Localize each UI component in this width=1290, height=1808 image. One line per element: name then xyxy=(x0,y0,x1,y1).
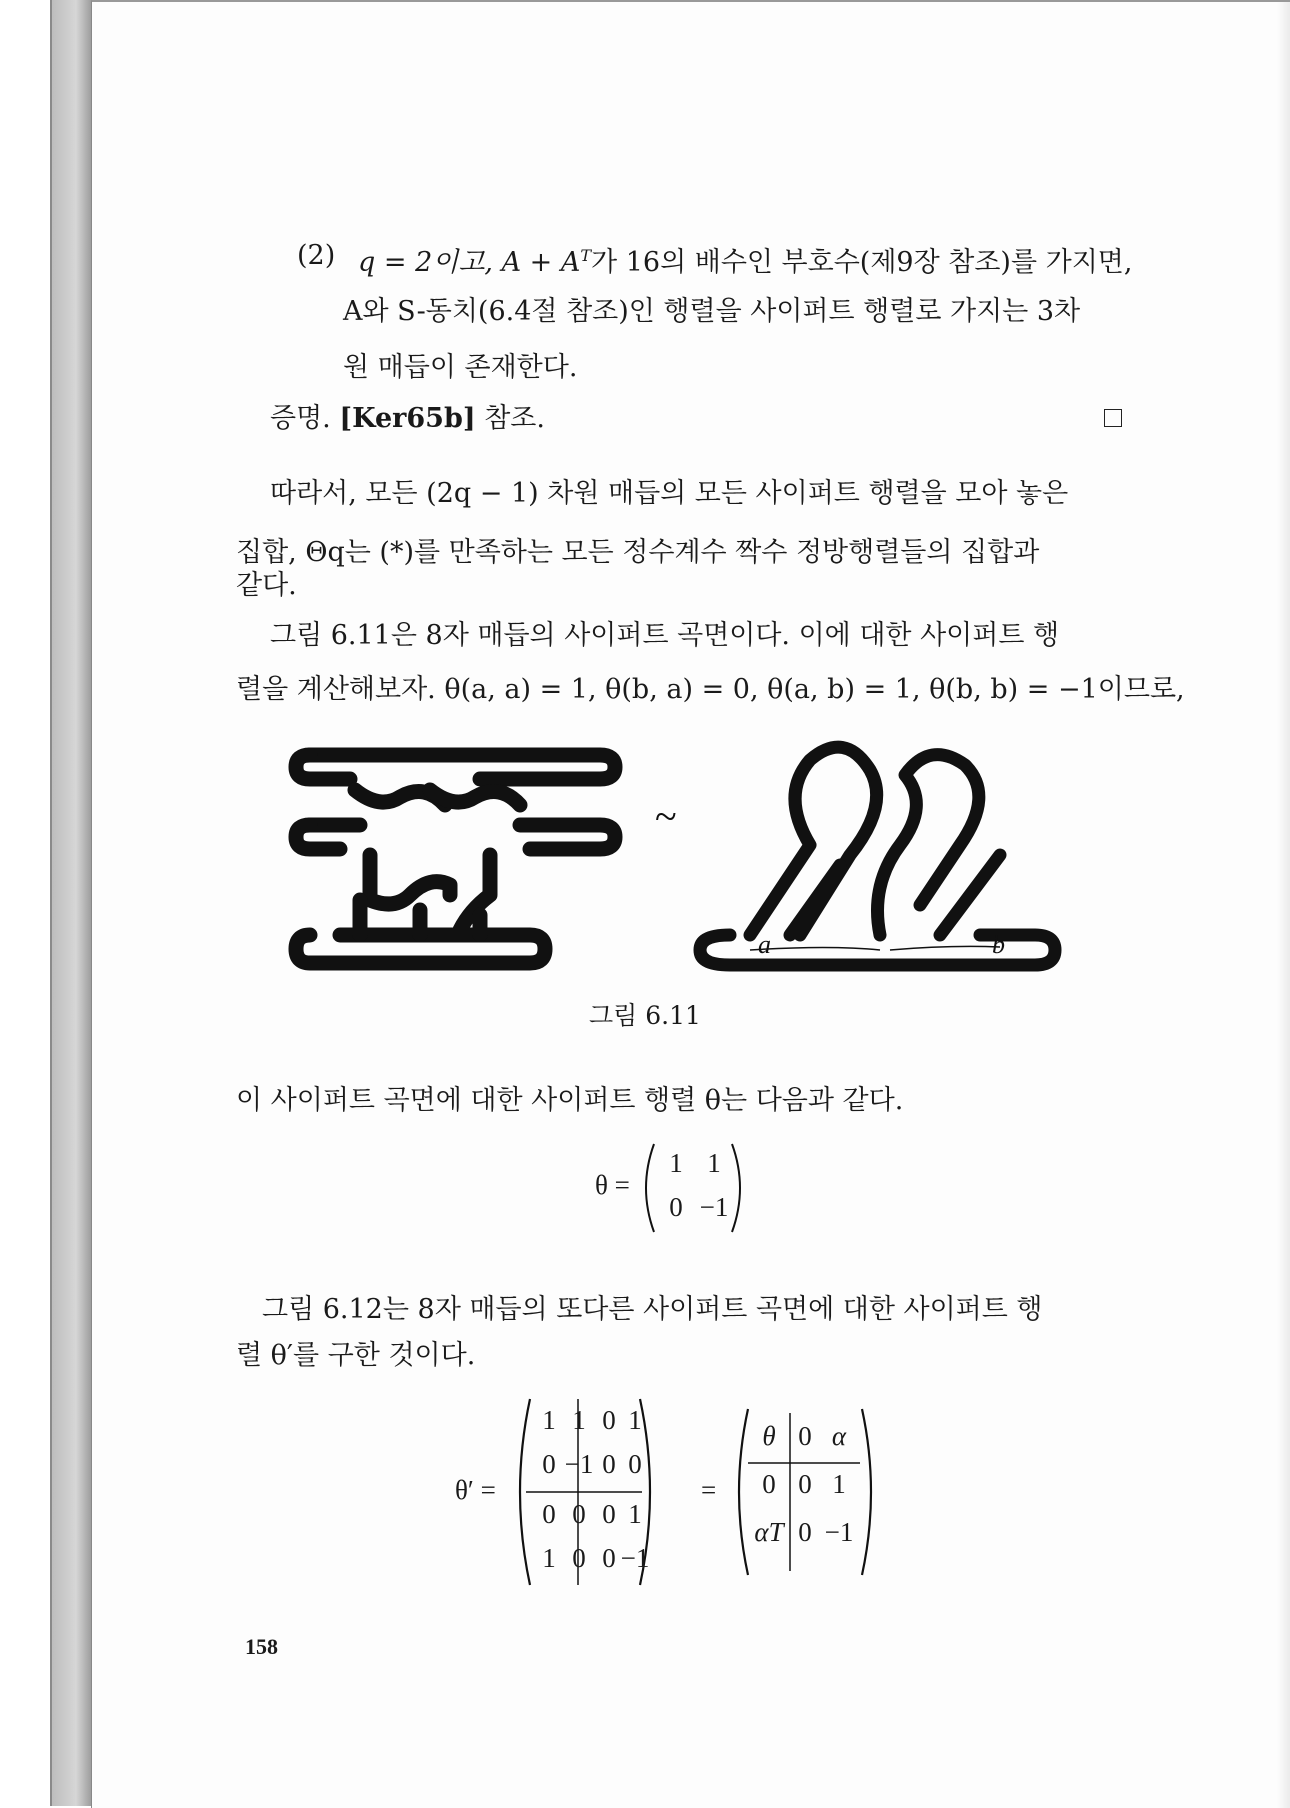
m2-cell: −1 xyxy=(620,1543,650,1573)
label-a: a xyxy=(758,930,771,959)
equivalence-tilde: ~ xyxy=(655,794,677,839)
m2-cell: 1 xyxy=(572,1405,586,1435)
m2-cell: 0 xyxy=(572,1543,586,1573)
para2-line1: 그림 6.11은 8자 매듭의 사이퍼트 곡면이다. 이에 대한 사이퍼트 행 xyxy=(270,620,1060,651)
m2-cell: 1 xyxy=(542,1543,556,1573)
matrix-theta-prime xyxy=(455,1395,885,1590)
m2-cell: 0 xyxy=(628,1449,642,1479)
para4-line2: 렬 θ′를 구한 것이다. xyxy=(236,1340,476,1371)
block-cell: 0 xyxy=(798,1469,812,1499)
m2-cell: −1 xyxy=(564,1449,594,1479)
para4-line1: 그림 6.12는 8자 매듭의 또다른 사이퍼트 곡면에 대한 사이퍼트 행 xyxy=(262,1294,1043,1325)
m1-cell: 1 xyxy=(707,1148,721,1178)
block-cell: 1 xyxy=(832,1469,846,1499)
block-cell: α xyxy=(831,1421,847,1451)
qed-box xyxy=(1104,409,1122,427)
item2-line3: 원 매듭이 존재한다. xyxy=(343,352,578,383)
arrow-paths xyxy=(750,946,1000,950)
m2-cell: 1 xyxy=(628,1499,642,1529)
m2-cell: 0 xyxy=(572,1499,586,1529)
para2-line2: 렬을 계산해보자. θ(a, a) = 1, θ(b, a) = 0, θ(a, b) = 1, θ(b, b) = −1이므로, xyxy=(236,674,1185,705)
matrix1-lhs: θ = xyxy=(595,1170,630,1200)
para3: 이 사이퍼트 곡면에 대한 사이퍼트 행렬 θ는 다음과 같다. xyxy=(236,1085,904,1116)
block-cell: 0 xyxy=(798,1421,812,1451)
para1-line3: 같다. xyxy=(236,570,297,601)
m1-cell: 1 xyxy=(669,1148,683,1178)
para1-line2: 집합, Θq는 (*)를 만족하는 모든 정수계수 짝수 정방행렬들의 집합과 xyxy=(236,537,1040,568)
m2-cell: 0 xyxy=(542,1449,556,1479)
matrix-theta xyxy=(590,1140,750,1236)
m2-cell: 0 xyxy=(542,1499,556,1529)
ribbon-surface-left xyxy=(296,755,615,963)
block-cell: 0 xyxy=(762,1469,776,1499)
block-cell: αT xyxy=(754,1517,784,1547)
page-number: 158 xyxy=(245,1634,278,1659)
book-spine xyxy=(52,0,92,1806)
m1-cell: −1 xyxy=(699,1192,729,1222)
para1-line1: 따라서, 모든 (2q − 1) 차원 매듭의 모든 사이퍼트 행렬을 모아 놓은 xyxy=(270,478,1069,509)
proof-line: 증명. [Ker65b] 참조. xyxy=(270,403,545,434)
figure-6-11 xyxy=(280,735,1080,975)
matrix2-lhs: θ′ = xyxy=(455,1475,496,1505)
m2-cell: 0 xyxy=(602,1449,616,1479)
figure-caption: 그림 6.11 xyxy=(589,1001,701,1030)
m2-cell: 1 xyxy=(628,1405,642,1435)
m2-cell: 0 xyxy=(602,1543,616,1573)
m1-cell: 0 xyxy=(669,1192,683,1222)
item2-line1: q = 2이고, $A + A^T$가 16의 배수인 부호수(제9장 참조)를 가지면, xyxy=(358,246,1133,278)
label-b: b xyxy=(992,930,1005,959)
block-cell: θ xyxy=(762,1421,776,1451)
block-cell: −1 xyxy=(824,1517,854,1547)
m2-cell: 1 xyxy=(542,1405,556,1435)
block-cell: 0 xyxy=(798,1517,812,1547)
item2-label: (2) xyxy=(297,240,336,271)
m2-cell: 0 xyxy=(602,1499,616,1529)
matrix2-equals: = xyxy=(701,1475,717,1505)
m2-cell: 0 xyxy=(602,1405,616,1435)
item2-line2: A와 S-동치(6.4절 참조)인 행렬을 사이퍼트 행렬로 가지는 3차 xyxy=(343,296,1081,327)
